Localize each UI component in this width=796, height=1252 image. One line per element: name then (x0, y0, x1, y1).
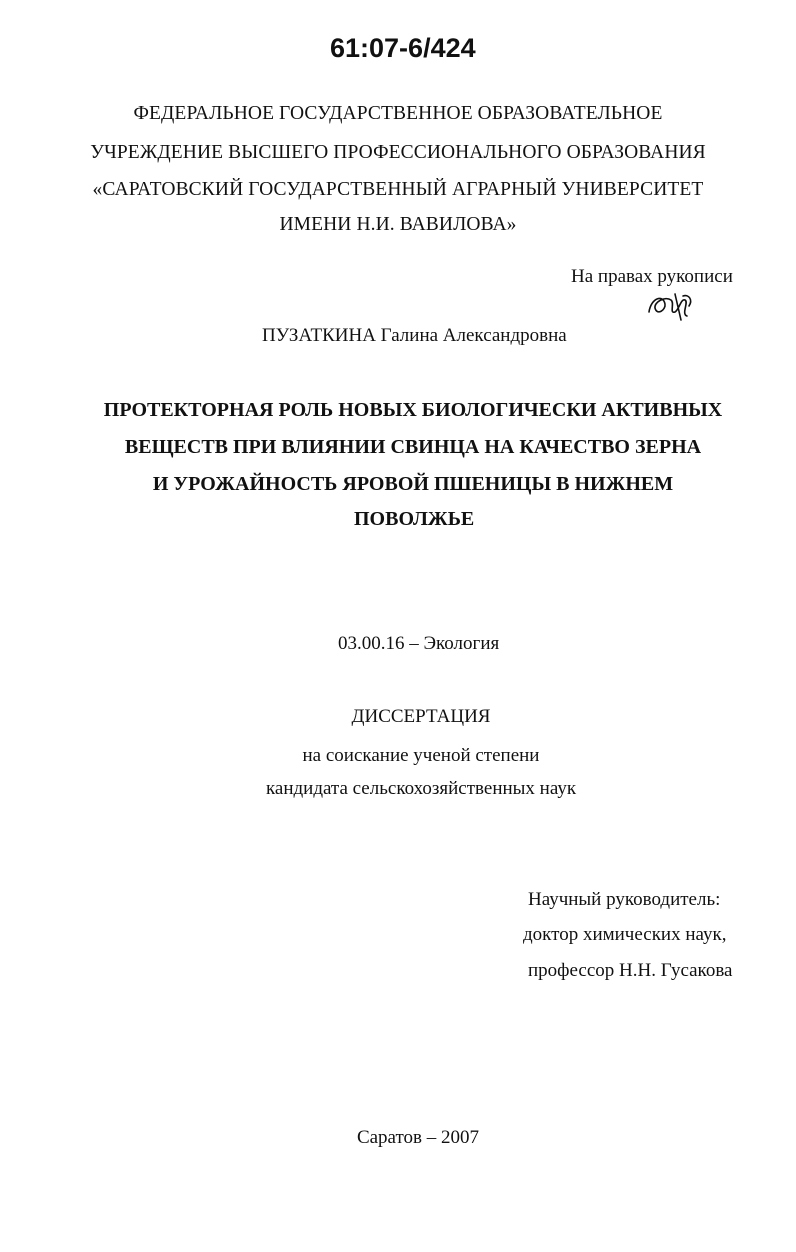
institution-line-4: ИМЕНИ Н.И. ВАВИЛОВА» (279, 214, 517, 235)
title-line-3: И УРОЖАЙНОСТЬ ЯРОВОЙ ПШЕНИЦЫ В НИЖНЕМ (152, 473, 674, 495)
manuscript-note: На правах рукописи (571, 266, 733, 287)
supervisor-name: профессор Н.Н. Гусакова (528, 960, 733, 981)
supervisor-degree: доктор химических наук, (523, 924, 727, 945)
catalog-number: 61:07-6/424 (330, 33, 476, 63)
institution-line-3: «САРАТОВСКИЙ ГОСУДАРСТВЕННЫЙ АГРАРНЫЙ УНИВЕРСИТЕТ (92, 179, 704, 200)
degree-line-2: кандидата сельскохозяйственных наук (265, 778, 577, 799)
dissertation-heading: ДИССЕРТАЦИЯ (351, 706, 491, 727)
institution-line-2: УЧРЕЖДЕНИЕ ВЫСШЕГО ПРОФЕССИОНАЛЬНОГО ОБРАЗОВАНИЯ (90, 142, 706, 163)
author-name: ПУЗАТКИНА Галина Александровна (262, 325, 567, 346)
city-year: Саратов – 2007 (356, 1127, 480, 1148)
signature-image (645, 290, 695, 322)
supervisor-label: Научный руководитель: (528, 889, 721, 910)
institution-line-1: ФЕДЕРАЛЬНОЕ ГОСУДАРСТВЕННОЕ ОБРАЗОВАТЕЛЬНОЕ (133, 103, 663, 124)
title-line-2: ВЕЩЕСТВ ПРИ ВЛИЯНИИ СВИНЦА НА КАЧЕСТВО ЗЕРНА (124, 436, 702, 458)
title-line-1: ПРОТЕКТОРНАЯ РОЛЬ НОВЫХ БИОЛОГИЧЕСКИ АКТИВНЫХ (103, 399, 723, 421)
title-line-4: ПОВОЛЖЬЕ (354, 508, 475, 530)
degree-line-1: на соискание ученой степени (302, 745, 540, 766)
specialty-code: 03.00.16 – Экология (338, 633, 500, 654)
